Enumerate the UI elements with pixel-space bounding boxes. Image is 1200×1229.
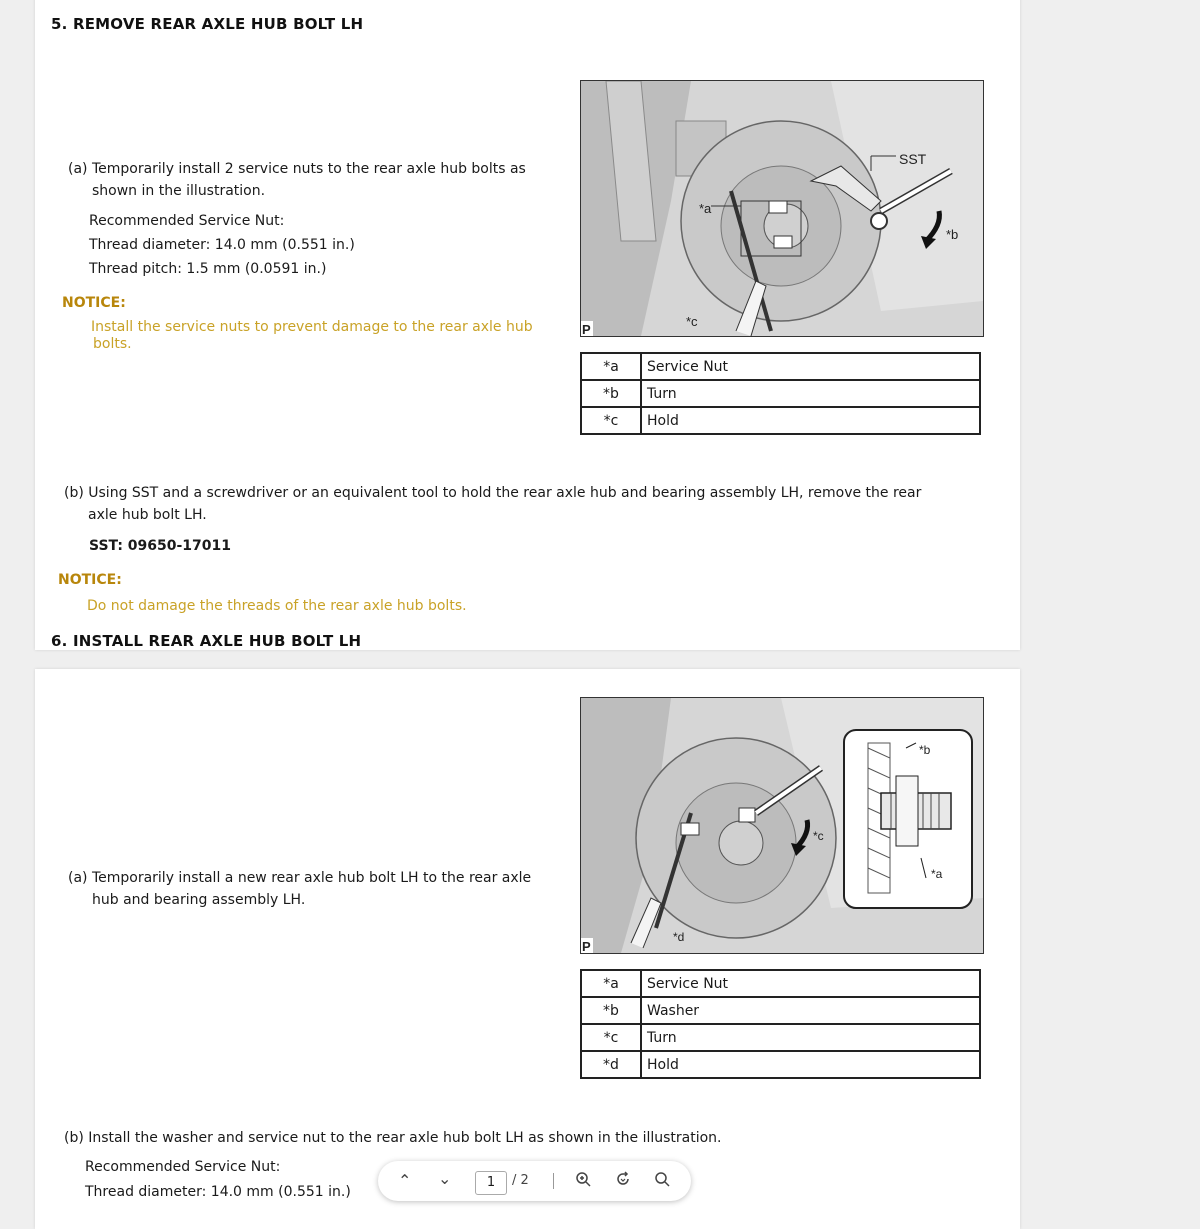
label-c: *c <box>813 829 824 843</box>
table-row: *b Turn <box>581 380 980 407</box>
search-icon[interactable] <box>654 1171 670 1191</box>
label-p: P <box>582 322 591 336</box>
chevron-down-icon[interactable]: ⌄ <box>438 1169 452 1188</box>
notice-label-2: NOTICE: <box>58 572 122 588</box>
service-nut-spec: Recommended Service Nut: Thread diameter: 14.0 mm (0.551 in.) Thread pitch: 1.5 mm (0.0591 in.) <box>89 213 355 277</box>
illustration-install-hub-bolt <box>580 697 984 954</box>
step-5b-text: (b) Using SST and a screwdriver or an equivalent tool to hold the rear axle hub and bearing assembly LH, remove the rear axle hub bolt LH. <box>64 485 922 523</box>
page-number-input[interactable]: 1 <box>475 1171 507 1195</box>
notice-text: Install the service nuts to prevent damage to the rear axle hub bolts. <box>91 319 533 352</box>
page-total: / 2 <box>512 1173 529 1188</box>
pdf-toolbar <box>378 1161 691 1201</box>
sst-number: SST: 09650-17011 <box>89 538 232 554</box>
label-a: *a <box>931 867 943 881</box>
label-p: P <box>582 939 591 953</box>
table-row: *d Hold <box>581 1051 980 1078</box>
document-page-1 <box>35 0 1020 650</box>
label-b: *b <box>946 227 959 242</box>
service-nut-spec-2: Recommended Service Nut: Thread diameter: 14.0 mm (0.551 in.) <box>85 1159 351 1200</box>
zoom-in-icon[interactable] <box>575 1171 591 1191</box>
divider <box>553 1173 554 1189</box>
label-a: *a <box>699 201 712 216</box>
notice-label: NOTICE: <box>62 295 126 311</box>
step-6b-text: (b) Install the washer and service nut to the rear axle hub bolt LH as shown in the illustration. <box>64 1130 722 1146</box>
label-sst: SST <box>899 151 927 167</box>
illustration-remove-hub-bolt <box>580 80 984 337</box>
table-row: *a Service Nut <box>581 353 980 380</box>
rotate-icon[interactable] <box>615 1171 631 1191</box>
label-b: *b <box>919 743 931 757</box>
table-row: *a Service Nut <box>581 970 980 997</box>
step-6a-text: (a) Temporarily install a new rear axle hub bolt LH to the rear axle hub and bearing assembly LH. <box>68 870 532 908</box>
chevron-up-icon[interactable]: ⌃ <box>398 1171 412 1190</box>
legend-table-1 <box>580 352 981 435</box>
section-6-heading: 6. INSTALL REAR AXLE HUB BOLT LH <box>51 632 362 650</box>
notice-text-2: Do not damage the threads of the rear axle hub bolts. <box>87 598 467 614</box>
section-5-heading: 5. REMOVE REAR AXLE HUB BOLT LH <box>51 15 364 33</box>
table-row: *c Hold <box>581 407 980 434</box>
step-5a-text: (a) Temporarily install 2 service nuts to the rear axle hub bolts as shown in the illustration. <box>68 161 526 199</box>
table-row: *c Turn <box>581 1024 980 1051</box>
label-c: *c <box>686 314 698 329</box>
document-page-2 <box>35 669 1020 1229</box>
legend-table-2 <box>580 969 981 1079</box>
table-row: *b Washer <box>581 997 980 1024</box>
label-d: *d <box>673 930 685 944</box>
